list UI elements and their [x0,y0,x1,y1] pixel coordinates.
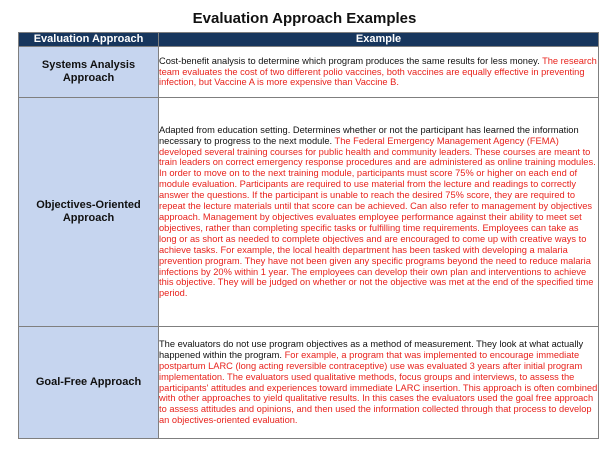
example-description: The evaluators do not use program objectives as a method of measurement. They look at what actually happened within the program. [159,338,584,360]
table-row-goal-free [19,327,599,439]
approach-name-line1: Systems Analysis [41,59,136,71]
approach-cell [19,98,159,327]
evaluation-table [18,32,599,439]
table-header-row [19,33,599,47]
header-evaluation-approach: Evaluation Approach [19,33,159,47]
example-cell [159,47,599,98]
header-example: Example [159,33,599,47]
approach-name-line1: Goal-Free Approach [35,376,142,388]
approach-name-line1: Objectives-Oriented [36,199,141,211]
approach-cell [19,327,159,439]
page-title: Evaluation Approach Examples [192,10,417,27]
example-illustration: The Federal Emergency Management Agency (FEMA) developed several training courses for public health and community leaders. These courses are meant to train leaders on correct emergency response procedures and are administered as online training modules. In order to move on to the next training module, participants must score 75% or higher on each end of module evaluation. Participants are required to use material from the lecture and readings to correctly answer the questions. If the participant is unable to reach the desired 75% score, they are required to repeat the lecture materials until that score can be achieved. Can also refer to management by objectives approach. Management by objectives evaluates employee performance against their ability to meet set objectives, rather than completing specific tasks or fulfilling time requirements. Employees can take as long or as short as needed to complete objectives and are encouraged to come up with creative ways to achieve tasks. For example, the local health department has been tasked with developing a malaria prevention program. They have not been given any specific programs beyond the need to reduce malaria infections by 20% within 1 year. The employees can develop their own plan and interventions to achieve this objective. They will be judged on whether or not the objective was met at the end of the specified time period. [159,135,596,299]
table-row-objectives-oriented [19,98,599,327]
example-cell [159,327,599,439]
approach-cell [19,47,159,98]
table-row-systems-analysis [19,47,599,98]
example-description: Cost-benefit analysis to determine which program produces the same results for less money. [159,55,540,66]
approach-name-line2: Approach [62,72,115,84]
example-cell [159,98,599,327]
example-illustration: The research team evaluates the cost of two different polio vaccines, both vaccines are equally effective in preventing infection, but Vaccine A is more expensive than Vaccine B. [159,55,597,88]
example-illustration: For example, a program that was implemented to encourage immediate postpartum LARC (long acting reversible contraceptive) use was evaluated 3 years after initial program implementation. The evaluators used qualitative methods, focus groups and interviews, to assess the participants' attitudes and experiences toward immediate LARC insertion. This approach is often combined with other approaches to yield qualitative results. In this cases the evaluators used the goal free approach to assess attitudes and opinions, and then used the information collected through that process to develop an objectives-oriented evaluation. [159,349,598,426]
approach-name-line2: Approach [62,212,115,224]
example-description: Adapted from education setting. Determines whether or not the participant has learned the information necessary to progress to the next module. [159,124,579,146]
